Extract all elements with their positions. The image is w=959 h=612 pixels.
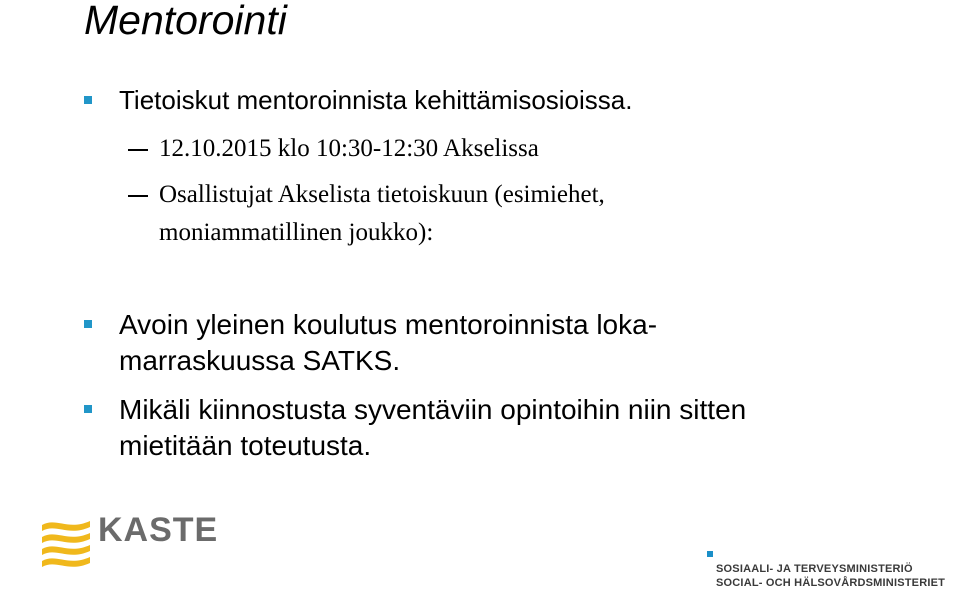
subitem-2-line-2: moniammatillinen joukko): [159, 219, 434, 246]
kaste-wave-logo-icon [38, 515, 94, 571]
square-bullet-icon [84, 320, 92, 328]
ministry-logo-text [716, 562, 945, 590]
square-bullet-icon [84, 405, 92, 413]
ministry-square-icon [707, 551, 713, 557]
bullet-3-line-1: Mikäli kiinnostusta syventäviin opintoihin niin sitten [119, 394, 747, 425]
bullet-3-text [119, 392, 746, 464]
dash-bullet-icon [128, 149, 148, 151]
bullet-2-line-2: marraskuussa SATKS. [119, 345, 401, 376]
ministry-line-1: SOSIAALI- JA TERVEYSMINISTERIÖ [716, 563, 913, 575]
slide-title: Mentorointi [84, 0, 287, 43]
bullet-2-text [119, 307, 657, 379]
bullet-1-text: Tietoiskut mentoroinnista kehittämisosioissa. [119, 85, 633, 115]
ministry-line-2: SOCIAL- OCH HÄLSOVÅRDSMINISTERIET [716, 577, 946, 589]
bullet-3-line-2: mietitään toteutusta. [119, 430, 372, 461]
subitem-1-text: 12.10.2015 klo 10:30-12:30 Akselissa [159, 135, 539, 162]
dash-bullet-icon [128, 195, 148, 197]
bullet-2-line-1: Avoin yleinen koulutus mentoroinnista loka- [119, 309, 658, 340]
subitem-2-text [159, 176, 605, 252]
square-bullet-icon [84, 96, 92, 104]
subitem-2-line-1: Osallistujat Akselista tietoiskuun (esimiehet, [159, 181, 605, 208]
kaste-logo-text: KASTE [98, 511, 219, 549]
